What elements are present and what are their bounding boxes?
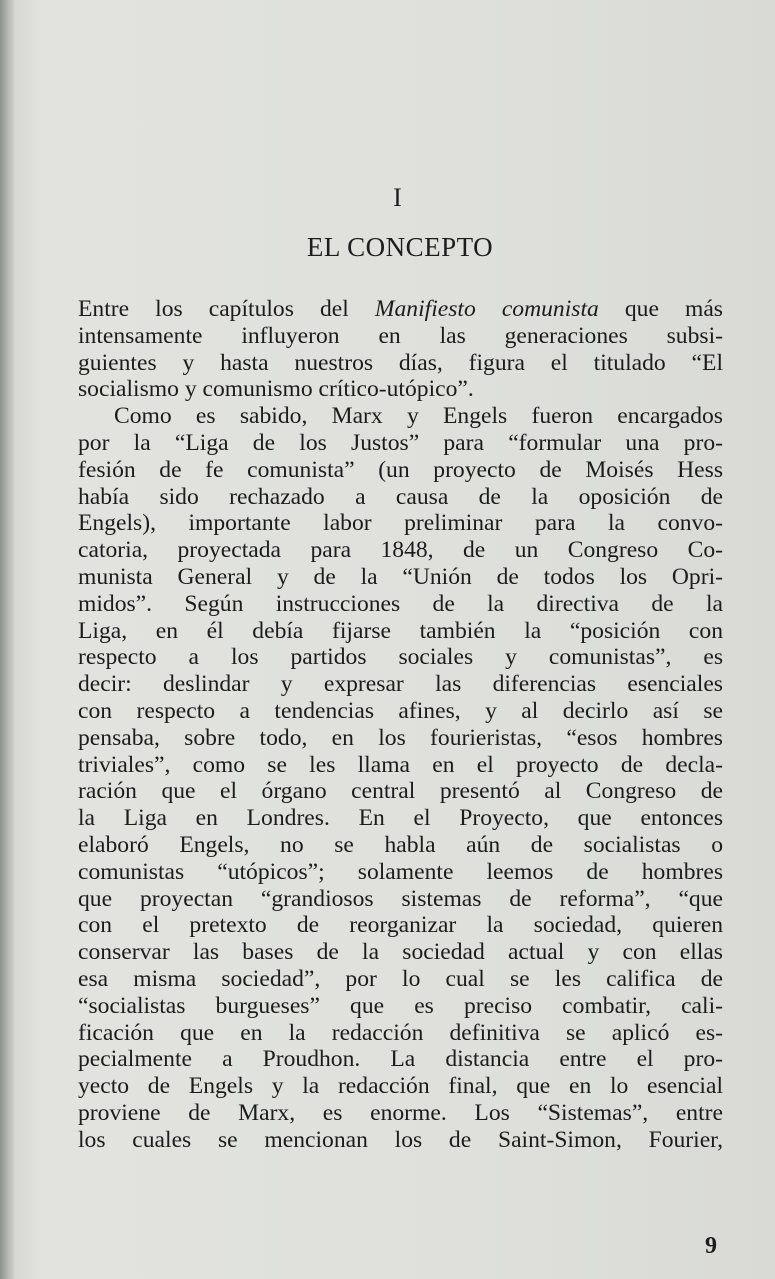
- text-line-6: por la “Liga de los Justos” para “formular una pro-: [78, 429, 723, 456]
- text-line-26: esa misma sociedad”, por lo cual se les califica de: [78, 965, 723, 992]
- text-line-23: que proyectan “grandiosos sistemas de reforma”, “que: [78, 885, 723, 912]
- text-line-9: Engels), importante labor preliminar para la convo-: [78, 510, 723, 537]
- text-line-14: respecto a los partidos sociales y comunistas”, es: [78, 644, 723, 671]
- text-line-19: ración que el órgano central presentó al Congreso de: [78, 778, 723, 805]
- text-line-8: había sido rechazado a causa de la oposición de: [78, 483, 723, 510]
- text-line-27: “socialistas burgueses” que es preciso combatir, cali-: [78, 992, 723, 1019]
- text-line-25: conservar las bases de la sociedad actual y con ellas: [78, 939, 723, 966]
- page-number: 9: [705, 1233, 717, 1259]
- text-line-3: guientes y hasta nuestros días, figura el titulado “El: [78, 349, 723, 376]
- book-title-italic: Manifiesto comunista: [374, 296, 599, 322]
- text-line-12: midos”. Según instrucciones de la directiva de la: [78, 590, 723, 617]
- chapter-title: EL CONCEPTO: [306, 232, 494, 262]
- text-line-2: intensamente influyeron en las generaciones subsi-: [78, 322, 723, 349]
- text-line-21: elaboró Engels, no se habla aún de socialistas o: [78, 831, 723, 858]
- text-line-13: Liga, en él debía fijarse también la “posición con: [78, 617, 723, 644]
- text-line-30: yecto de Engels y la redacción final, que en lo esencial: [78, 1073, 723, 1100]
- text-line-29: pecialmente a Proudhon. La distancia entre el pro-: [78, 1046, 723, 1073]
- text-line-32: los cuales se mencionan los de Saint-Simon, Fourier,: [78, 1126, 723, 1153]
- text-line-17: pensaba, sobre todo, en los fourieristas, “esos hombres: [78, 724, 723, 751]
- text-line-4: socialismo y comunismo crítico-utópico”.: [78, 376, 474, 403]
- text-line-28: ficación que en la redacción definitiva se aplicó es-: [78, 1019, 723, 1046]
- text-line-11: munista General y de la “Unión de todos los Opri-: [78, 563, 723, 590]
- text-line-10: catoria, proyectada para 1848, de un Congreso Co-: [78, 537, 723, 564]
- text-line-15: decir: deslindar y expresar las diferencias esenciales: [78, 671, 723, 698]
- text-line-20: la Liga en Londres. En el Proyecto, que entonces: [78, 805, 723, 832]
- text-line-22: comunistas “utópicos”; solamente leemos de hombres: [78, 858, 723, 885]
- text-line-16: con respecto a tendencias afines, y al decirlo así se: [78, 697, 723, 724]
- text-line-1: Entre los capítulos del Manifiesto comunista que más: [78, 296, 723, 322]
- text-line-5: Como es sabido, Marx y Engels fueron encargados: [114, 403, 723, 430]
- text-line-7: fesión de fe comunista” (un proyecto de Moisés Hess: [78, 456, 723, 483]
- body-text: [78, 296, 723, 1154]
- text-line-31: proviene de Marx, es enorme. Los “Sistemas”, entre: [78, 1099, 723, 1126]
- text-line-24: con el pretexto de reorganizar la sociedad, quieren: [78, 912, 723, 939]
- text-line-18: triviales”, como se les llama en el proyecto de decla-: [78, 751, 723, 778]
- chapter-number: I: [393, 183, 402, 212]
